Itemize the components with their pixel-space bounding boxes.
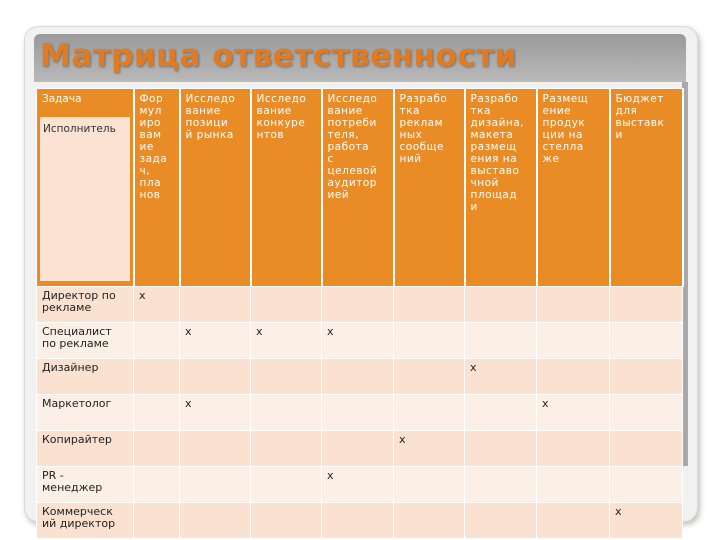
- matrix-cell: [322, 503, 394, 539]
- table-row: [37, 287, 683, 323]
- matrix-cell: [610, 323, 683, 359]
- column-header: [610, 89, 683, 287]
- matrix-cell: [465, 395, 537, 431]
- matrix-cell: x: [322, 467, 394, 503]
- column-header: [134, 89, 180, 287]
- matrix-cell: [251, 287, 322, 323]
- matrix-cell: x: [394, 431, 465, 467]
- matrix-cell: [537, 359, 610, 395]
- table-row: [37, 503, 683, 539]
- matrix-cell: [134, 359, 180, 395]
- column-header-text: Разрабо тка дизайна, макета размещ ения на выставо чной площад и: [470, 93, 525, 213]
- matrix-cell: [180, 467, 251, 503]
- matrix-cell: [394, 503, 465, 539]
- performer-name: PR - менеджер: [37, 467, 134, 503]
- column-header-text: Исследо вание потреби теля, работа с целевой аудитор ией: [327, 93, 378, 201]
- performer-name: Копирайтер: [37, 431, 134, 467]
- matrix-cell: x: [465, 359, 537, 395]
- matrix-cell: [465, 287, 537, 323]
- matrix-cell: [322, 359, 394, 395]
- performer-name: Коммерческ ий директор: [37, 503, 134, 539]
- matrix-cell: [394, 467, 465, 503]
- column-header: [180, 89, 251, 287]
- matrix-cell: x: [251, 323, 322, 359]
- column-header: [394, 89, 465, 287]
- responsibility-matrix: [36, 88, 684, 539]
- matrix-cell: [394, 323, 465, 359]
- performer-name: Дизайнер: [37, 359, 134, 395]
- matrix-cell: [394, 359, 465, 395]
- matrix-cell: [465, 323, 537, 359]
- matrix-cell: [610, 359, 683, 395]
- column-header-text: Бюджет для выставк и: [615, 93, 665, 141]
- matrix-cell: [537, 323, 610, 359]
- column-header-text: Исследо вание позици й рынка: [185, 93, 236, 141]
- performer-name: Специалист по рекламе: [37, 323, 134, 359]
- matrix-cell: [251, 431, 322, 467]
- matrix-cell: x: [610, 503, 683, 539]
- matrix-cell: [134, 395, 180, 431]
- task-label: Задача: [42, 93, 82, 105]
- matrix-cell: [537, 287, 610, 323]
- table-row: [37, 431, 683, 467]
- matrix-cell: [322, 395, 394, 431]
- matrix-cell: [134, 431, 180, 467]
- slide-title: Матрица ответственности: [40, 38, 517, 74]
- matrix-cell: [251, 359, 322, 395]
- matrix-cell: x: [180, 323, 251, 359]
- matrix-cell: [465, 467, 537, 503]
- matrix-cell: [180, 287, 251, 323]
- performer-name: Директор по рекламе: [37, 287, 134, 323]
- matrix-cell: [251, 395, 322, 431]
- matrix-cell: [180, 503, 251, 539]
- header-row: [37, 89, 683, 287]
- header-label-cell: [37, 89, 134, 287]
- matrix-cell: [610, 395, 683, 431]
- matrix-cell: [134, 503, 180, 539]
- matrix-cell: [322, 287, 394, 323]
- matrix-cell: x: [322, 323, 394, 359]
- matrix-cell: [322, 431, 394, 467]
- matrix-cell: [251, 467, 322, 503]
- matrix-cell: [465, 431, 537, 467]
- matrix-cell: [134, 467, 180, 503]
- matrix-cell: [465, 503, 537, 539]
- matrix-cell: [537, 467, 610, 503]
- column-header: [322, 89, 394, 287]
- matrix-cell: [134, 323, 180, 359]
- column-header: [465, 89, 537, 287]
- table-row: [37, 467, 683, 503]
- column-header-text: Разрабо тка реклам ных сообще ний: [399, 93, 448, 165]
- matrix-cell: [610, 467, 683, 503]
- matrix-cell: x: [134, 287, 180, 323]
- matrix-cell: [537, 431, 610, 467]
- matrix-cell: [394, 287, 465, 323]
- matrix-cell: x: [180, 395, 251, 431]
- column-header-text: Размещ ение продук ции на стелла же: [542, 93, 589, 165]
- column-header-text: Фор мул иро вам ие зада ч, пла нов: [139, 93, 168, 201]
- column-header: [251, 89, 322, 287]
- column-header-text: Исследо вание конкуре нтов: [256, 93, 307, 141]
- column-header: [537, 89, 610, 287]
- matrix-cell: [610, 287, 683, 323]
- table-row: [37, 359, 683, 395]
- matrix-cell: [251, 503, 322, 539]
- matrix-cell: [180, 359, 251, 395]
- matrix-cell: x: [537, 395, 610, 431]
- table-row: [37, 395, 683, 431]
- performer-label: Исполнитель: [40, 117, 130, 281]
- table-row: [37, 323, 683, 359]
- matrix-cell: [610, 431, 683, 467]
- matrix-cell: [537, 503, 610, 539]
- performer-name: Маркетолог: [37, 395, 134, 431]
- matrix-cell: [394, 395, 465, 431]
- matrix-cell: [180, 431, 251, 467]
